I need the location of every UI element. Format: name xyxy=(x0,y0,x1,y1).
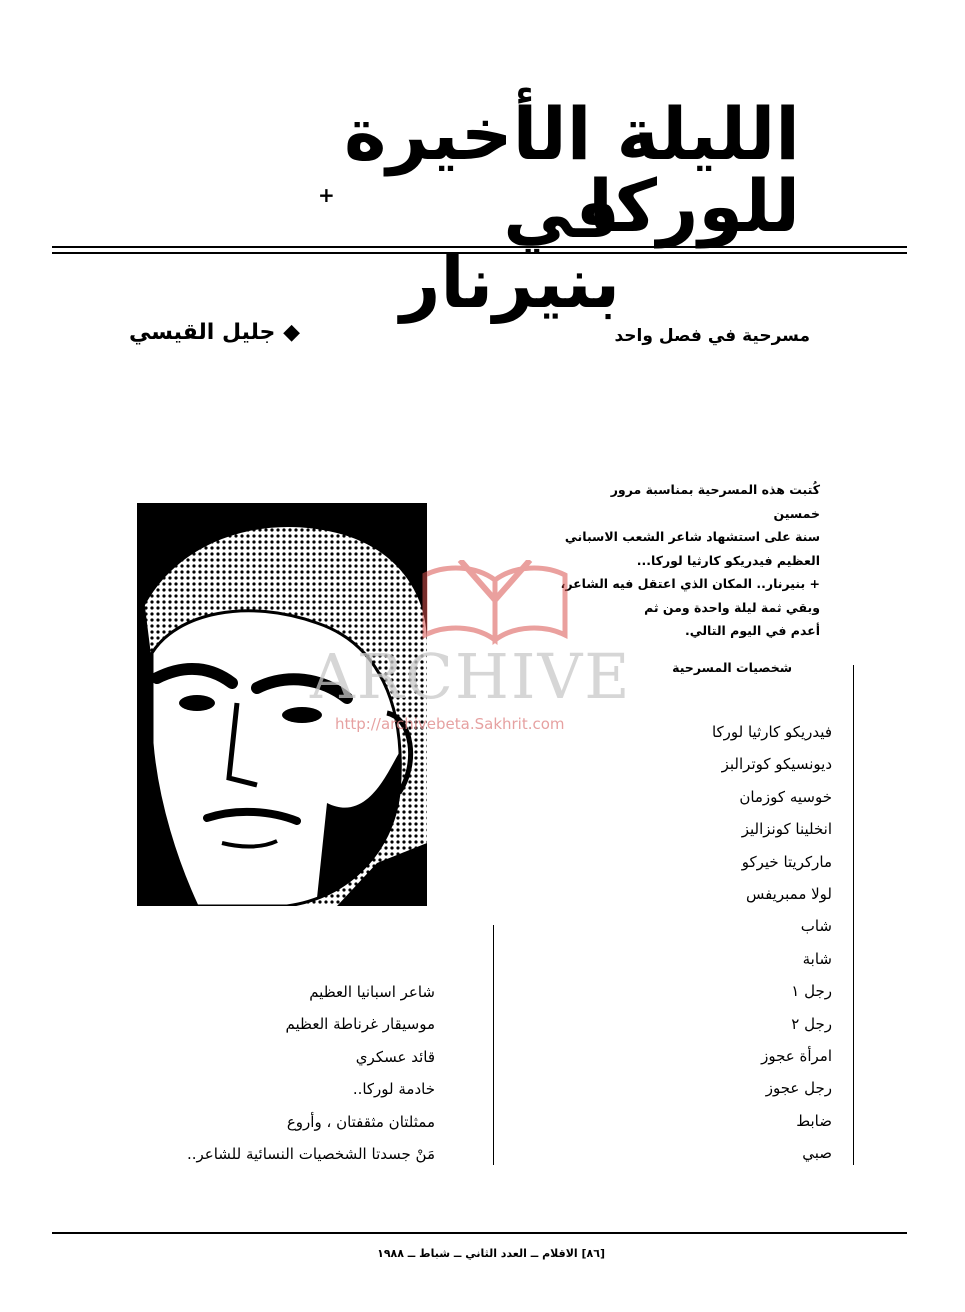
author-bullet-icon: ◆ xyxy=(283,320,300,345)
intro-line: العظيم فيدريكو كارثيا لوركا... xyxy=(636,552,820,568)
title-footnote-marker: + xyxy=(318,183,335,207)
watermark-url: http://archivebeta.Sakhrit.com xyxy=(335,715,565,733)
character-item: ديونسيكو كوترالبز xyxy=(721,755,832,774)
description-item: مَنْ جسدتا الشخصيات النسائية للشاعر.. xyxy=(186,1144,435,1163)
page-title-line2: في بنيرنار xyxy=(400,172,620,324)
descriptions-divider-line xyxy=(493,925,494,1165)
characters-divider-line xyxy=(853,665,854,1165)
page-title-line1: الليلة الأخيرة للوركا xyxy=(344,92,800,248)
intro-line: أعدم في اليوم التالي. xyxy=(684,623,820,638)
intro-paragraph xyxy=(560,478,820,643)
character-item: ماركريتا خيركو xyxy=(741,852,832,871)
intro-line: سنة على استشهاد شاعر الشعب الاسباني xyxy=(564,529,820,544)
intro-line: + بنيرنار.. المكان الذي اعتقل فيه الشاعر، xyxy=(560,576,820,591)
character-item: صبي xyxy=(802,1144,832,1163)
title-rule-bottom xyxy=(52,252,907,254)
author-line xyxy=(90,320,300,345)
author-name: جليل القيسي xyxy=(129,320,276,345)
character-item: فيدريكو كارثيا لوركا xyxy=(711,723,832,741)
characters-heading: شخصيات المسرحية xyxy=(672,660,792,675)
descriptions-list xyxy=(130,976,435,1170)
character-item: امرأة عجوز xyxy=(761,1046,832,1065)
characters-list xyxy=(600,716,832,1169)
intro-line: كُتبت هذه المسرحية بمناسبة مرور خمسين xyxy=(610,482,820,521)
watermark-text: ARCHIVE xyxy=(310,640,632,713)
character-item: رجل ٢ xyxy=(791,1014,832,1033)
character-item: ضابط xyxy=(796,1111,832,1130)
open-book-logo xyxy=(420,560,570,650)
character-item: شابة xyxy=(802,949,832,968)
title-rule-top xyxy=(52,246,907,248)
description-item: موسيقار غرناطة العظيم xyxy=(285,1015,435,1034)
intro-line: وبقي ثمة ليلة واحدة ومن ثم xyxy=(644,599,820,615)
character-item: خوسيه كوزمان xyxy=(739,787,832,806)
subtitle: مسرحية في فصل واحد xyxy=(614,326,810,346)
character-item: شاب xyxy=(800,917,832,936)
description-item: خادمة لوركا.. xyxy=(352,1080,435,1099)
page-footer: [٨٦] الاقلام ــ العدد الثاني ــ شباط ــ ١٩٨٨ xyxy=(377,1247,605,1260)
character-item: لولا ممبريفس xyxy=(745,884,832,903)
character-item: رجل عجوز xyxy=(765,1079,832,1098)
footer-rule xyxy=(52,1232,907,1234)
description-item: ممثلتان مثقفتان ، وأروع xyxy=(286,1112,435,1131)
character-item: انخلينا كونزاليز xyxy=(741,820,832,839)
description-item: شاعر اسبانيا العظيم xyxy=(309,983,435,1001)
description-item: قائد عسكري xyxy=(355,1047,435,1066)
character-item: رجل ١ xyxy=(791,982,832,1001)
